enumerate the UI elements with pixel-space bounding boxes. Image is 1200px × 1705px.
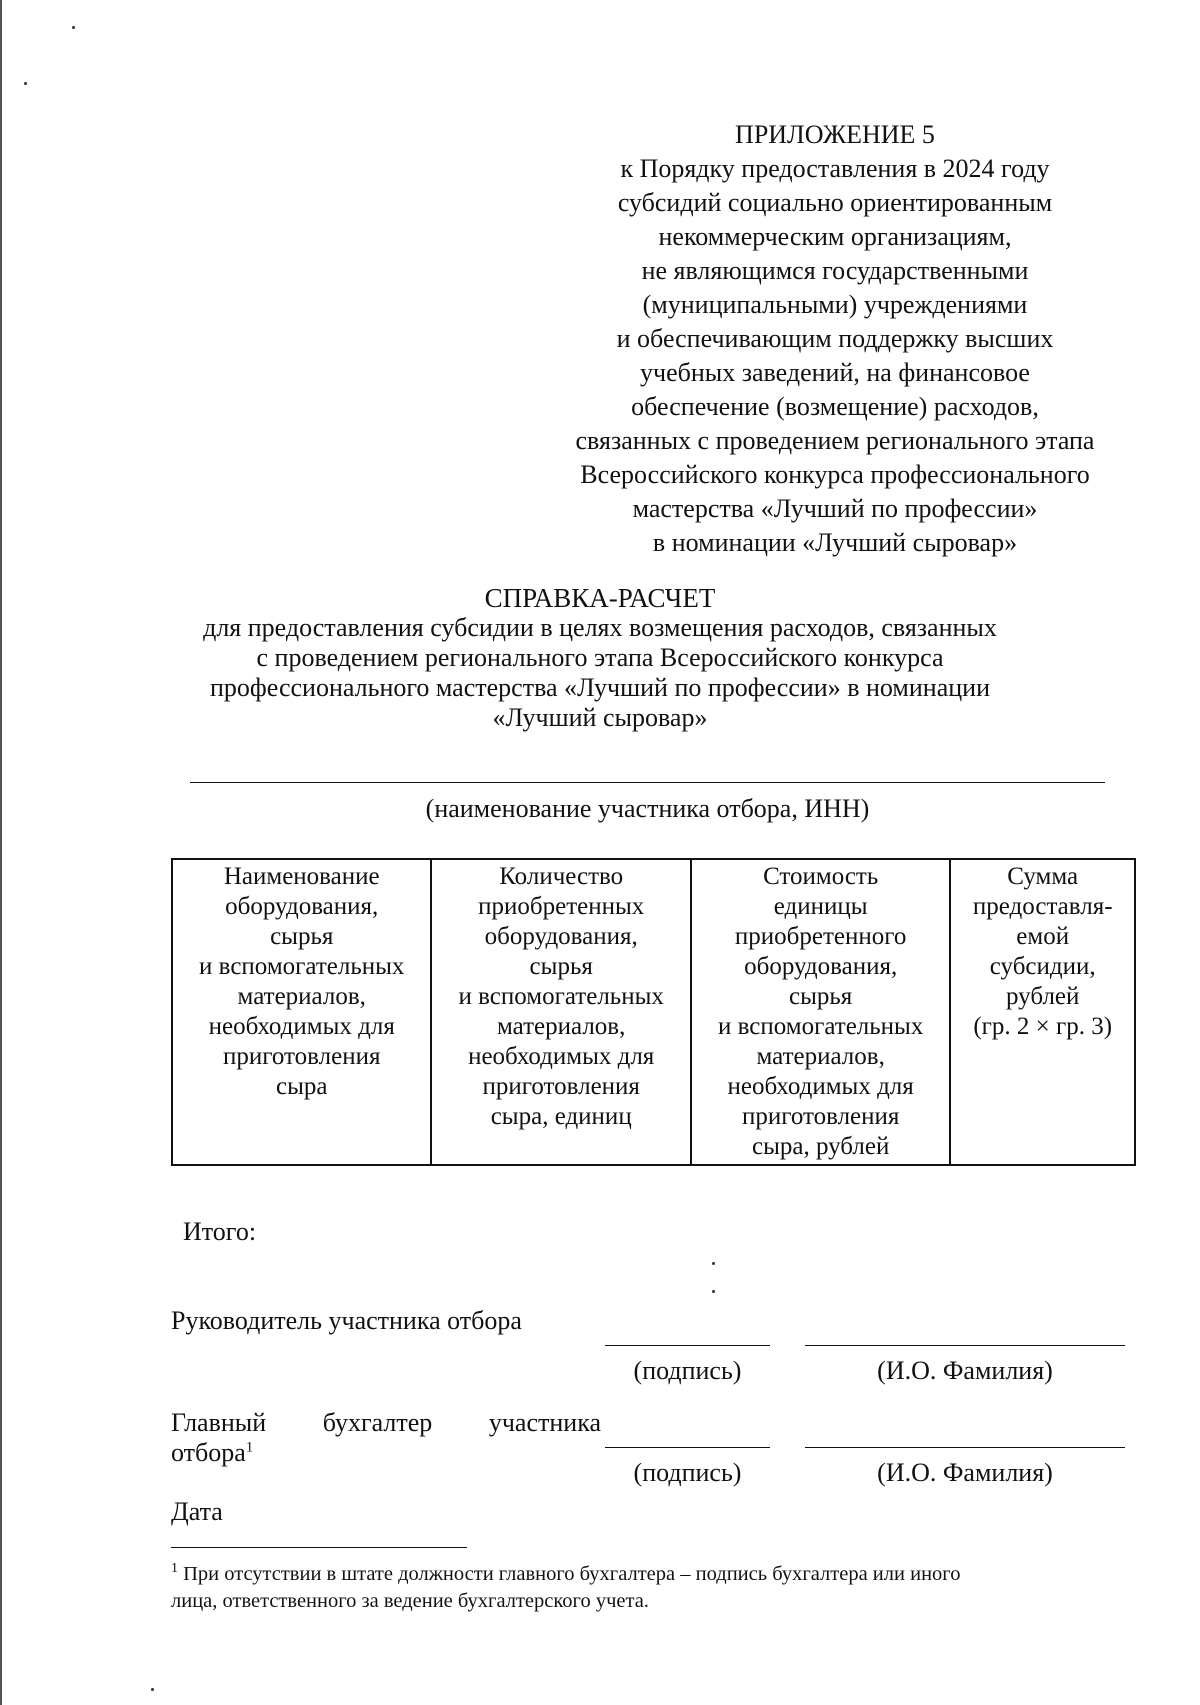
footnote-separator [171, 1547, 467, 1548]
header-text: приготовления [482, 1073, 640, 1100]
title-line: для предоставления субсидии в целях возмещения расходов, связанных [203, 613, 997, 642]
annex-line: к Порядку предоставления в 2024 году [620, 154, 1050, 183]
footnote-reference: 1 [245, 1439, 254, 1456]
header-text: оборудования, [484, 923, 638, 950]
title-line: профессионального мастерства «Лучший по профессии» в номинации [210, 673, 990, 702]
header-text: материалов, [237, 983, 366, 1010]
table-header-row [172, 859, 1135, 1165]
header-text: Количество [499, 863, 624, 890]
footnote-text: При отсутствии в штате должности главного бухгалтера – подпись бухгалтера или иного [183, 1563, 961, 1585]
header-text: необходимых для [208, 1013, 395, 1040]
header-text: предоставля- [972, 893, 1113, 920]
column-header-unit-cost [691, 859, 950, 1165]
header-text: субсидии, [989, 953, 1096, 980]
title-line: «Лучший сыровар» [492, 703, 708, 732]
header-text: сыра, единиц [490, 1103, 632, 1130]
header-text: приготовления [741, 1103, 900, 1130]
annex-line: в номинации «Лучший сыровар» [652, 528, 1018, 557]
annex-line: связанных с проведением регионального этапа [575, 426, 1095, 455]
header-text: сырья [789, 983, 853, 1010]
chief-signature-caption: (подпись) [633, 1458, 742, 1487]
header-text: и вспомогательных [717, 1013, 924, 1040]
header-text: материалов, [497, 1013, 626, 1040]
chief-name-caption: (И.О. Фамилия) [877, 1458, 1053, 1487]
header-text: сырья [270, 923, 334, 950]
chief-word: участника [488, 1408, 601, 1437]
annex-line: мастерства «Лучший по профессии» [632, 494, 1038, 523]
head-signature-caption: (подпись) [633, 1356, 742, 1385]
column-header-subsidy-sum [950, 859, 1135, 1165]
header-text: и вспомогательных [199, 953, 405, 980]
annex-line: некоммерческим организациям, [658, 222, 1012, 251]
participant-name-line [190, 782, 1105, 783]
annex-line: обеспечение (возмещение) расходов, [631, 392, 1039, 421]
header-text: необходимых для [727, 1073, 914, 1100]
head-label: Руководитель участника отбора [171, 1306, 522, 1335]
scan-speck [72, 26, 75, 29]
chief-word: бухгалтер [322, 1408, 433, 1437]
title-heading: СПРАВКА-РАСЧЕТ [484, 583, 716, 613]
header-text: и вспомогательных [458, 983, 664, 1010]
participant-caption: (наименование участника отбора, ИНН) [425, 794, 870, 823]
header-text: Сумма [1007, 863, 1079, 890]
head-name-line [805, 1345, 1125, 1346]
header-text: (гр. 2 × гр. 3) [973, 1013, 1113, 1040]
annex-line: Всероссийского конкурса профессионального [580, 460, 1090, 489]
header-text: оборудования, [744, 953, 898, 980]
header-text: сырья [529, 953, 593, 980]
chief-accountant-label [171, 1408, 601, 1468]
header-text: приготовления [223, 1043, 381, 1070]
header-text: сыра, рублей [751, 1133, 890, 1160]
header-text: сыра [275, 1073, 328, 1100]
scan-speck [151, 1688, 154, 1691]
chief-name-line [805, 1447, 1125, 1448]
chief-word: Главный [171, 1408, 267, 1437]
head-signature-line [605, 1345, 770, 1346]
calculation-table [171, 858, 1136, 1166]
footnote-mark: 1 [171, 1561, 178, 1577]
footnote-line [171, 1561, 1131, 1588]
footnote [171, 1561, 1131, 1615]
column-header-name [172, 859, 431, 1165]
header-text: приобретенных [478, 893, 645, 920]
header-text: рублей [1006, 983, 1080, 1010]
document-title [150, 583, 1050, 733]
column-header-quantity [431, 859, 690, 1165]
header-text: материалов, [756, 1043, 885, 1070]
annex-line: и обеспечивающим поддержку высших [616, 324, 1054, 353]
annex-line: ПРИЛОЖЕНИЕ 5 [735, 120, 935, 149]
header-text: Стоимость [763, 863, 879, 890]
chief-label-row [171, 1408, 601, 1438]
total-label: Итого: [183, 1217, 257, 1246]
chief-word: отбора [171, 1438, 246, 1467]
header-text: приобретенного [734, 923, 907, 950]
header-text: Наименование [223, 863, 380, 890]
annex-line: (муниципальными) учреждениями [642, 290, 1028, 319]
date-label: Дата [171, 1497, 223, 1526]
annex-line: не являющимся государственными [641, 256, 1029, 285]
title-line: с проведением регионального этапа Всероссийского конкурса [256, 643, 944, 672]
chief-signature-line [605, 1447, 770, 1448]
annex-line: учебных заведений, на финансовое [640, 358, 1030, 387]
scan-speck [712, 1290, 715, 1293]
scan-speck [712, 1262, 715, 1265]
head-name-caption: (И.О. Фамилия) [877, 1356, 1053, 1385]
header-text: емой [1016, 923, 1070, 950]
footnote-line: лица, ответственного за ведение бухгалтерского учета. [171, 1590, 649, 1612]
annex-header [545, 118, 1125, 560]
header-text: единицы [773, 893, 868, 920]
chief-label-row [171, 1438, 601, 1468]
header-text: оборудования, [225, 893, 379, 920]
scan-edge [0, 0, 2, 1705]
scan-speck [24, 82, 27, 85]
header-text: необходимых для [468, 1043, 655, 1070]
annex-line: субсидий социально ориентированным [617, 188, 1053, 217]
